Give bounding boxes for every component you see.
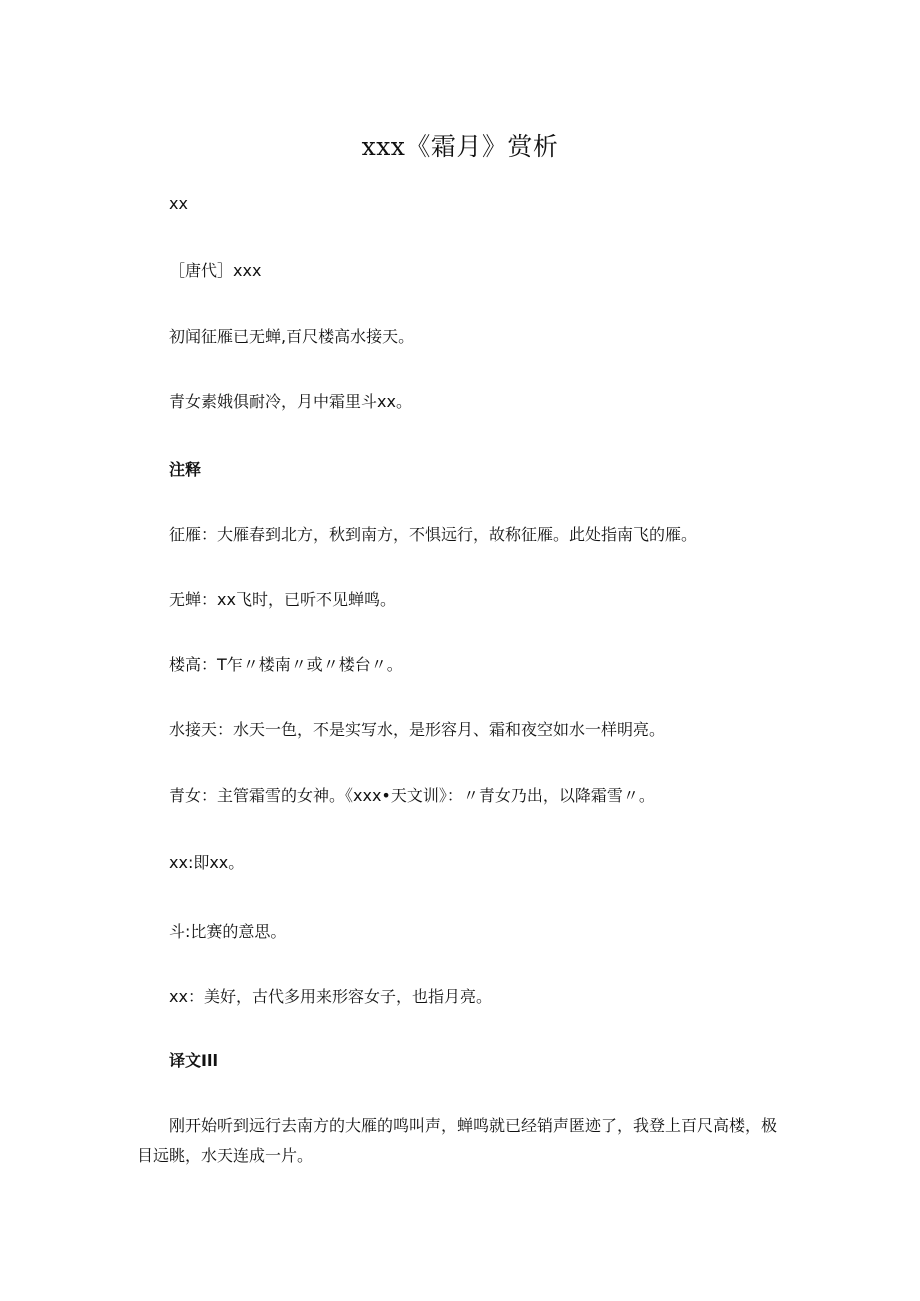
note-item-7: 斗:比赛的意思。 [169, 922, 287, 941]
note-item-6: xx:即xx。 [169, 853, 245, 872]
translation-paragraph: 刚开始听到远行去南方的大雁的鸣叫声，蝉鸣就已经销声匿迹了，我登上百尺高楼，极目远眺，水天连成一片。 [137, 1116, 778, 1165]
author-line: xx [169, 194, 188, 213]
dynasty-author: ［唐代］xxx [169, 261, 262, 280]
translation-heading: 译文Ill [169, 1051, 218, 1070]
document-title: xxx《霜月》赏析 [361, 132, 559, 161]
notes-heading: 注释 [169, 460, 202, 479]
note-item-1: 征雁：大雁春到北方，秋到南方，不惧远行，故称征雁。此处指南飞的雁。 [169, 525, 698, 544]
note-item-8: xx：美好，古代多用来形容女子，也指月亮。 [169, 987, 492, 1006]
note-item-2: 无蝉：xx飞时，已听不见蝉鸣。 [169, 590, 396, 609]
note-item-3: 楼高：T乍〃楼南〃或〃楼台〃。 [169, 655, 403, 674]
poem-line-2: 青女素娥俱耐冷，月中霜里斗xx。 [169, 392, 412, 411]
note-item-5: 青女：主管霜雪的女神。《xxx•天文训》：〃青女乃出，以降霜雪〃。 [169, 786, 655, 805]
note-item-4: 水接天：水天一色，不是实写水，是形容月、霜和夜空如水一样明亮。 [169, 720, 666, 739]
poem-line-1: 初闻征雁已无蝉,百尺楼高水接天。 [169, 327, 415, 346]
